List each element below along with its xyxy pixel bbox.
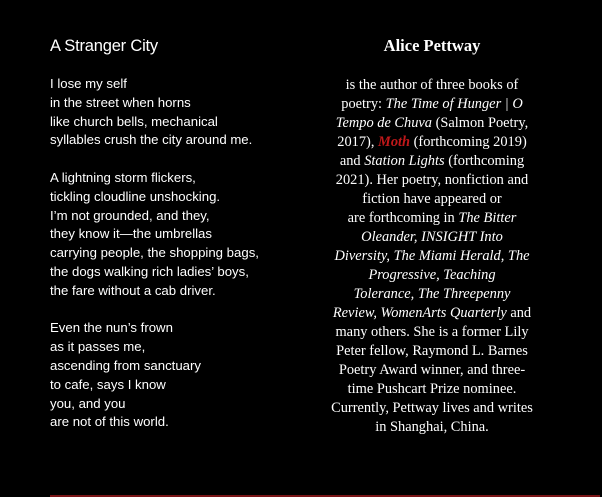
italic-text: Progressive, Teaching — [368, 267, 496, 283]
bio-text-segment: and — [506, 305, 532, 321]
bio-line — [316, 342, 548, 361]
bio-text-segment: are forthcoming in — [347, 210, 459, 226]
poem-line: I’m not grounded, and they, — [50, 207, 210, 223]
bio-text-segment: is the author of three books of — [345, 77, 519, 93]
poem-line: to cafe, says I know — [50, 376, 166, 392]
poem-section — [50, 36, 300, 451]
poem-line: the dogs walking rich ladies’ boys, — [50, 263, 249, 279]
bio-line — [316, 209, 548, 228]
bio-text-segment: Peter fellow, Raymond L. Barnes — [336, 343, 528, 359]
italic-text: Station Lights — [364, 153, 445, 169]
poem-line: as it passes me, — [50, 339, 146, 355]
bio-text-segment: fiction have appeared or — [362, 191, 502, 207]
poem-line: the fare without a cab driver. — [50, 282, 216, 298]
italic-text: The Bitter — [458, 210, 517, 226]
bio-text-segment: many others. She is a former Lily — [335, 324, 529, 340]
italic-text: Tempo de Chuva — [335, 115, 432, 131]
poem-line: you, and you — [50, 395, 126, 411]
italic-text: The Time of Hunger | O — [385, 96, 523, 112]
poem-line: are not of this world. — [50, 414, 169, 430]
bio-text-segment: and — [339, 153, 365, 169]
bio-line — [316, 190, 548, 209]
bio-line — [316, 361, 548, 380]
bio-text-segment: in Shanghai, China. — [375, 419, 489, 435]
bio-line — [316, 95, 548, 114]
bio-line — [316, 418, 548, 437]
poem-line: ascending from sanctuary — [50, 357, 201, 373]
bio-line — [316, 171, 548, 190]
bio-text-segment: (forthcoming — [444, 153, 525, 169]
bio-text-segment: time Pushcart Prize nominee. — [347, 381, 517, 397]
poem-stanza — [50, 75, 300, 150]
poem-line: A lightning storm flickers, — [50, 169, 196, 185]
book-title-highlight: Moth — [378, 134, 411, 150]
bio-line — [316, 228, 548, 247]
bio-line — [316, 399, 548, 418]
poem-title: A Stranger City — [50, 37, 158, 55]
bio-line — [316, 266, 548, 285]
bio-text-segment: Poetry Award winner, and three- — [338, 362, 526, 378]
bio-text-segment: (forthcoming 2019) — [410, 134, 527, 150]
author-bio-text — [316, 76, 548, 437]
poem-line: carrying people, the shopping bags, — [50, 245, 259, 261]
bio-text-segment: 2021). Her poetry, nonfiction and — [335, 172, 529, 188]
poem-line: I lose my self — [50, 76, 127, 91]
italic-text: Review, WomenArts Quarterly — [332, 305, 507, 321]
bio-line — [316, 323, 548, 342]
poem-line: in the street when horns — [50, 94, 191, 110]
poem-line: they know it—the umbrellas — [50, 226, 212, 242]
italic-text: Oleander, INSIGHT Into — [361, 229, 503, 245]
bio-text-segment: (Salmon Poetry, — [432, 115, 529, 131]
bio-line — [316, 76, 548, 95]
poem-stanza — [50, 169, 300, 301]
bio-text-segment: 2017), — [337, 134, 379, 150]
poem-stanza — [50, 319, 300, 432]
bio-line — [316, 304, 548, 323]
bio-line — [316, 247, 548, 266]
poem-line: tickling cloudline unshocking. — [50, 188, 221, 204]
poem-body — [50, 75, 300, 432]
italic-text: Diversity, The Miami Herald, The — [334, 248, 530, 264]
poem-line: syllables crush the city around me. — [50, 132, 253, 148]
bio-line — [316, 133, 548, 152]
bio-line — [316, 380, 548, 399]
bio-line — [316, 114, 548, 133]
bio-line — [316, 152, 548, 171]
poem-line: like church bells, mechanical — [50, 113, 218, 129]
italic-text: Tolerance, The Threepenny — [353, 286, 511, 302]
bio-text-segment: Currently, Pettway lives and writes — [331, 400, 533, 416]
poem-line: Even the nun’s frown — [50, 320, 173, 336]
author-bio-section — [316, 36, 548, 437]
bio-line — [316, 285, 548, 304]
author-name: Alice Pettway — [383, 36, 481, 55]
bio-text-segment: poetry: — [341, 96, 386, 112]
